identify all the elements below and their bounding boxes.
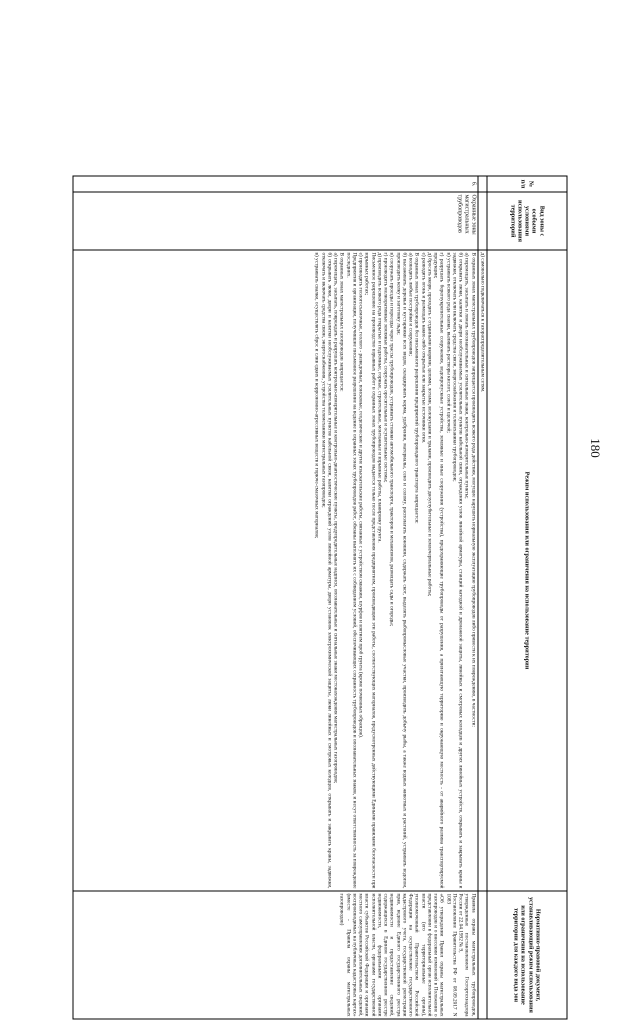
mode-paragraph: в) сооружать проезды и переезды через трассы трубопроводов, устраивать стоянки автомобильного транспорта, тракторов и механизмов, размещать сады и огороды; (389, 252, 395, 627)
continuation-row (478, 176, 487, 1019)
mode-paragraph: е) разводить огонь и размещать какие-либо открытые или закрытые источники огня. (420, 252, 427, 444)
header-num: № п/п (487, 176, 567, 192)
regulation-table (73, 176, 568, 1020)
mode-paragraph: б) открывать люки, двери и калитки необслуживаемых усилительных пунктов кабельной связи, калитки ограждений узлов линейной арматуры, двери установок электрохимической защиты, люки линейных и смотровых колодцев, открывать и закрывать краны, задвижки, отключать и включать средства связи, энергоснабжения, устройства телемеханики магистральных газопроводов; (320, 252, 333, 889)
table-header-row (487, 176, 567, 1019)
mode-paragraph: Письменное разрешение на производство взрывных работ в охранных зонах трубопроводов выдается только после представления предприятием, производящим эти работы, соответствующих материалов, предусмотренных действующими Едиными правилами безопасности при взрывных работах; (364, 252, 377, 889)
mode-cell (73, 250, 478, 891)
mode-paragraph: Предприятия и организации, получившие письменное разрешение на ведение в охранных зонах трубопроводов работ, обязаны выполнять их с соблюдением условий, обеспечивающих сохранность трубопроводов и опознавательных знаков, и несут ответственность за повреждение последних. (345, 252, 358, 889)
doc-paragraph: Правила охраны магистральных трубопроводов, утвержденные постановлением Госгортехнадзора России от 22.04.1992 № 9, (457, 893, 477, 1017)
mode-paragraph: а) возводить любые постройки и сооружения; (407, 252, 414, 356)
mode-paragraph: б) открывать люки, калитки и двери необслуживаемых усилительных пунктов кабельной связи, ограждения узлов линейной арматуры, станций катодной и дренажной защиты, линейных и смотровых колодцев и других линейных устройств, открывать и закрывать краны и задвижки, отключать или включать средства связи, энергоснабжения и телемеханики трубопроводов; (451, 252, 464, 889)
mode-paragraph: В охранных зонах трубопроводов без письменного разрешения предприятий трубопроводного транспорта запрещается: (414, 252, 420, 524)
page-number: 180 (587, 438, 603, 458)
mode-paragraph: е) производить геологосъемочные, геолого - разведочные, поисковые, геодезические и другие изыскательские работы, связанные с устройством скважин, шурфов и взятием проб грунта (кроме почвенных образцов). (357, 252, 364, 739)
doc-paragraph: Постановление Правительства РФ от 08.09.2017 N 1083 (445, 893, 458, 1017)
continuation-text: д) самовольно подключаться к газораспределительным сетям. (478, 250, 487, 891)
mode-paragraph: а) перемещать, засыпать и ломать опознавательные и сигнальные знаки, контрольно-измерительные пункты; (464, 252, 470, 499)
row-number: 6. (73, 176, 478, 192)
mode-paragraph: д) производить всякого рода открытые и подземные, горные, строительные, монтажные и взрывные работы, планировку грунта. (376, 252, 383, 543)
regulation-table-sheet (73, 176, 568, 1020)
mode-paragraph: В охранных зонах магистральных газопроводов запрещается: (339, 252, 345, 392)
doc-paragraph: «Об утверждении Правил охраны магистральных газопроводов и о внесении изменений в Положение о представлении в федеральный орган исполнительной власти (его территориальные органы), уполномоченный Правительством Российской Федерации на осуществление государственного кадастрового учета, государственной регистрации прав, ведение Единого государственного реестра недвижимости и предоставление сведений, содержащихся в Едином государственном реестре недвижимости, федеральными органами исполнительной власти, органами государственной власти субъектов Российской Федерации и органами местного самоуправления дополнительных сведений, воспроизводимых на публичных кадастровых картах» (вместе - Правила охраны магистральных газопроводов) (339, 893, 445, 1017)
mode-paragraph: г) разрушать берегоукрепительные сооружения, водопропускные устройства, земляные и иные сооружения (устройства), предохраняющие трубопроводы от разрушения, а прилегающую территорию и окружающую местность - от аварийного разлива транспортируемой продукции; (432, 252, 445, 889)
header-mode: Режим использования или ограничения на использование территории (487, 250, 567, 891)
mode-paragraph: б) высаживать деревья и кустарники всех видов, складировать корма, удобрения, материалы, сено и солому, располагать коновязи, содержать скот, выделять рыбопромысловые участки, производить добычу рыбы, а также водных животных и растений, устраивать водопои, производить колку и заготовку льда; (395, 252, 408, 889)
mode-paragraph: а) перемещать, засыпать, повреждать и разрушать контрольно-измерительные и контрольно-диагностические пункты, предупредительные надписи, опознавательные и сигнальные знаки местонахождения магистральных газопроводов; (332, 252, 339, 784)
table-row (73, 176, 478, 1019)
zone-kind: Охранные зоны магистральных трубопроводов (73, 192, 478, 250)
header-kind: Вид зоны с особыми условиями использования территорий (487, 192, 567, 250)
mode-paragraph: д) бросать якоря, проходить с отданными якорями, цепями, лотами, волокушами и тралами, производить дноуглубительные и землечерпальные работы; (426, 252, 433, 597)
mode-paragraph: в) устраивать свалки, осуществлять сброс и слив едких и коррозионно-агрессивных веществ и горюче-смазочных материалов; (314, 252, 320, 539)
doc-cell (73, 891, 478, 1019)
header-doc: Нормативно-правовой документ, устанавливающий режим использования или ограничения на использование территории для каждого вида зон (487, 891, 567, 1019)
mode-paragraph: В охранных зонах магистральных трубопроводов запрещается производить всякого рода действия, могущие нарушить нормальную эксплуатацию трубопроводов либо привести к их повреждению, в частности: (470, 252, 477, 727)
mode-paragraph: г) производить мелиоративные земляные работы, сооружать оросительные и осушительные системы; (382, 252, 389, 483)
mode-paragraph: в) устраивать всякого рода свалки, выливать растворы кислот, солей и щелочей; (445, 252, 452, 433)
